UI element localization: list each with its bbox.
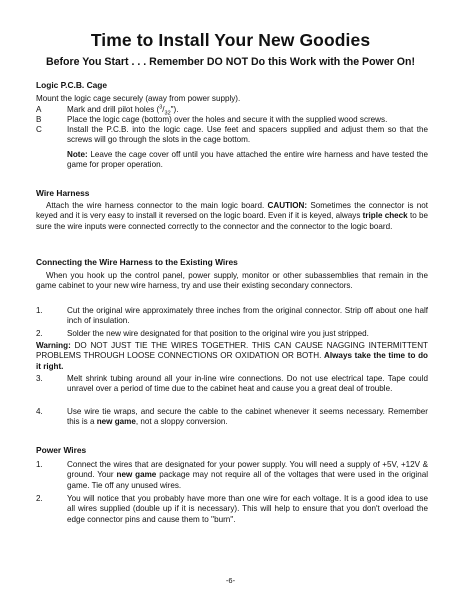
section-heading-power-wires: Power Wires (36, 445, 87, 455)
list-item (36, 494, 428, 525)
wire-harness-paragraph: Attach the wire harness connector to the main logic board. CAUTION: Sometimes the connector is not keyed and it is very easy to install it reversed on the logic board. Even if it is keyed, always triple check to be sure the wire inputs were connected correctly to the connector and the connector to the logic board. (36, 201, 428, 231)
list-item-text: Melt shrink tubing around all your in-line wire connections. Do not use electrical tape. Tape could unravel over a period of time due to the cabinet heat and cause you a great deal of trouble. (67, 374, 428, 394)
caution-label: CAUTION: (267, 201, 308, 210)
logic-cage-intro: Mount the logic cage securely (away from power supply). (36, 94, 241, 103)
new-game-emphasis: new game (116, 470, 157, 480)
triple-check-emphasis: triple check (362, 211, 408, 221)
list-item (36, 115, 428, 125)
list-marker: 2. (36, 329, 43, 338)
list-item-text: Cut the original wire approximately three inches from the original connector. Strip off about one half inch of insulation. (67, 306, 428, 326)
list-item-text: Install the P.C.B. into the logic cage. Use feet and spacers supplied and adjust them so that the screws will go through the slots in the cage bottom. (67, 125, 428, 145)
list-item (36, 306, 428, 327)
list-marker: B (36, 115, 42, 124)
list-item (36, 105, 428, 115)
list-marker: 1. (36, 306, 43, 315)
list-marker: 4. (36, 407, 43, 416)
list-item-text: You will notice that you probably have more than one wire for each voltage. It is a good idea to use all wires supplied (double up if it is necessary). This will help to ensure that you don't overload the edge connector pins and cause them to ''burn''. (67, 494, 428, 524)
section-heading-wire-harness: Wire Harness (36, 188, 90, 198)
connecting-intro: When you hook up the control panel, power supply, monitor or other subassemblies that remain in the game cabinet to your new wire harness, try and use their existing secondary connectors. (36, 271, 428, 291)
section-heading-logic-cage: Logic P.C.B. Cage (36, 80, 108, 90)
list-item (36, 407, 428, 428)
page-number: -6- (225, 576, 236, 585)
list-item (36, 374, 428, 395)
note-paragraph: Note: Leave the cage cover off until you have attached the entire wire harness and have tested the game for proper operation. (67, 150, 428, 170)
list-item (36, 125, 428, 146)
page-subtitle: Before You Start . . . Remember DO NOT Do this Work with the Power On! (45, 56, 416, 68)
list-item-text: Use wire tie wraps, and secure the cable to the cabinet whenever it seems necessary. Remember this is a new game, not a sloppy conversion. (67, 407, 428, 427)
fraction-denominator: 32 (164, 110, 171, 117)
page-title: Time to Install Your New Goodies (90, 30, 371, 50)
list-item-text: Connect the wires that are designated for your power supply. You will need a supply of +5V, +12V & ground. Your new game package may not require all of the voltages that were used in the original game. Tie off any unused wires. (67, 460, 428, 490)
list-item (36, 460, 428, 491)
warning-paragraph: Warning: DO NOT JUST TIE THE WIRES TOGETHER. THIS CAN CAUSE NAGGING INTERMITTENT PROBLEMS THROUGH LOOSE CONNECTIONS OR OXIDATION OR BOTH. Always take the time to do it right. (36, 341, 428, 371)
note-label: Note: (67, 150, 88, 159)
list-marker: 1. (36, 460, 43, 469)
list-item-text: Place the logic cage (bottom) over the holes and secure it with the supplied wood screws. (67, 115, 388, 124)
list-marker: 3. (36, 374, 43, 383)
list-item-text: Solder the new wire designated for that position to the original wire you just stripped. (67, 329, 369, 338)
warning-emphasis: Always take the time to do it right. (36, 351, 428, 371)
section-heading-connecting: Connecting the Wire Harness to the Existing Wires (36, 257, 238, 267)
list-marker: 2. (36, 494, 43, 503)
fraction-numerator: 3 (159, 104, 163, 111)
list-marker: A (36, 105, 42, 114)
warning-label: Warning: (36, 341, 71, 350)
list-marker: C (36, 125, 42, 134)
list-item (36, 329, 428, 339)
list-item-text: Mark and drill pilot holes $(^3/_{32}")$. (67, 104, 179, 117)
new-game-emphasis: new game (96, 417, 136, 427)
